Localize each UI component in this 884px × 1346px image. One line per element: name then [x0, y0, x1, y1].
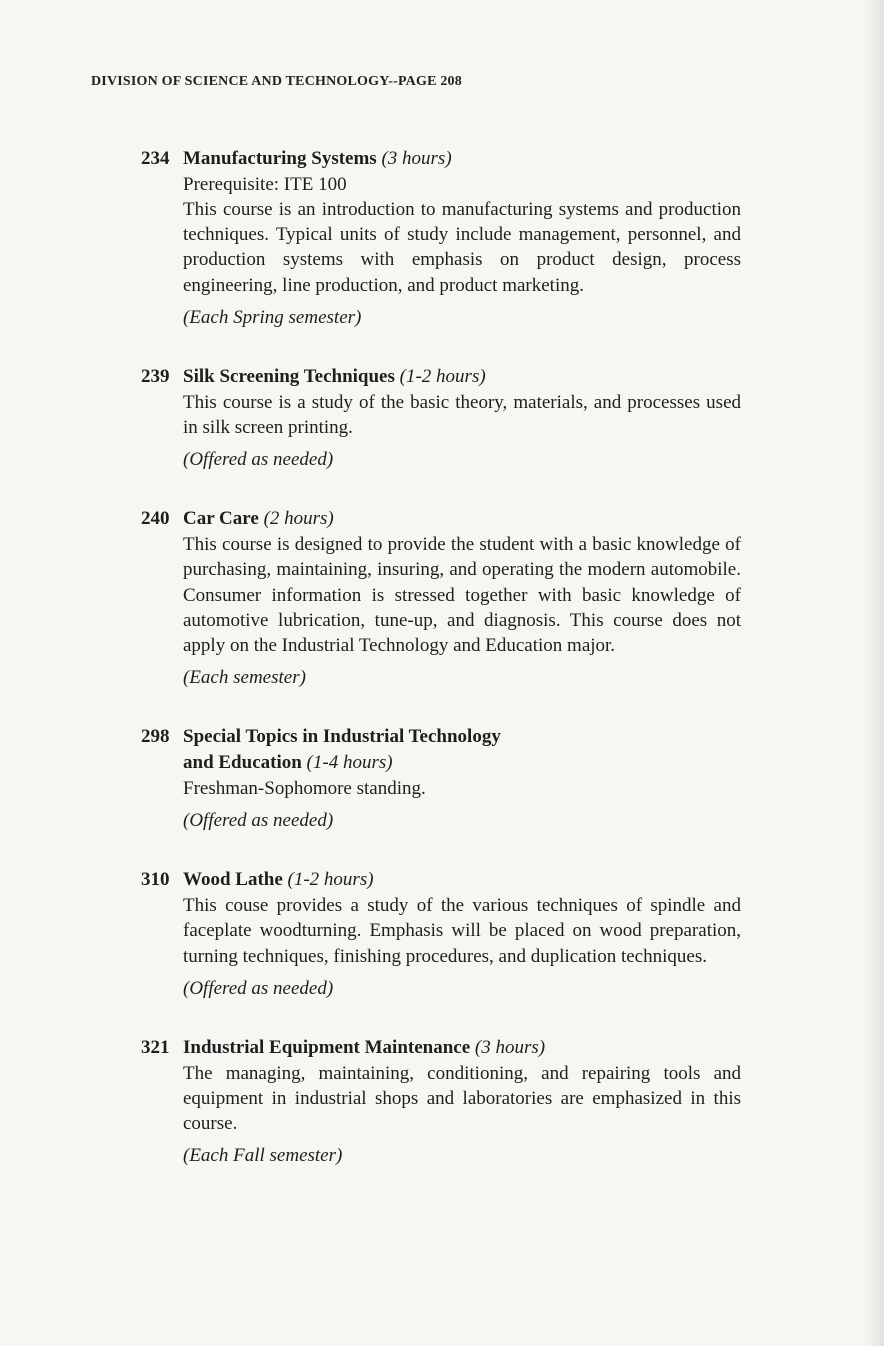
course-number: 310 — [141, 869, 170, 891]
course-offered: (Each Fall semester) — [183, 1145, 343, 1167]
course-offered: (Offered as needed) — [183, 977, 334, 999]
course-description: This course is an introduction to manufacturing systems and production techniques. Typical units of study include management, personnel, and production systems with emphasis on product design, process engineering, line production, and product marketing. — [183, 199, 741, 296]
course-offered: (Offered as needed) — [183, 449, 334, 471]
course-number: 239 — [141, 365, 170, 387]
course-hours: (1-2 hours) — [399, 365, 486, 387]
course-hours: (2 hours) — [263, 508, 334, 530]
course-number: 234 — [141, 148, 170, 169]
course-entry — [141, 1035, 741, 1170]
course-heading — [141, 506, 741, 532]
page-edge-shadow — [864, 0, 884, 1346]
course-description: This course is designed to provide the student with a basic knowledge of purchasing, maintaining, insuring, and operating the modern automobile. Consumer information is stressed together with basic knowledge of automotive lubrication, tune-up, and diagnosis. This course does not apply on the Industrial Technology and Education major. — [183, 534, 741, 657]
page-header: DIVISION OF SCIENCE AND TECHNOLOGY--PAGE 208 — [91, 74, 462, 89]
course-title: Car Care — [183, 508, 259, 530]
course-number: 240 — [141, 508, 170, 530]
course-hours: (3 hours) — [474, 1036, 546, 1058]
course-description: This couse provides a study of the various techniques of spindle and faceplate woodturning. Emphasis will be placed on wood preparation, turning techniques, finishing procedures, and duplication techniques. — [183, 895, 741, 967]
course-prerequisite: Prerequisite: ITE 100 — [183, 174, 347, 195]
course-hours: (3 hours) — [381, 148, 452, 169]
course-heading — [141, 146, 741, 172]
course-offered: (Offered as needed) — [183, 810, 334, 832]
course-heading — [141, 724, 741, 776]
course-entry — [141, 867, 741, 1002]
course-hours: (1-4 hours) — [306, 752, 393, 774]
course-heading — [141, 867, 741, 893]
course-entry — [141, 146, 741, 331]
course-entry — [141, 506, 741, 691]
course-heading — [141, 364, 741, 390]
course-number: 298 — [141, 726, 170, 748]
course-title-line2: and Education — [183, 752, 302, 774]
course-number: 321 — [141, 1036, 170, 1058]
course-offered: (Each Spring semester) — [183, 306, 362, 328]
course-entry — [141, 364, 741, 473]
course-description: This course is a study of the basic theory, materials, and processes used in silk screen printing. — [183, 391, 741, 439]
course-entry — [141, 724, 741, 834]
course-title: Industrial Equipment Maintenance — [183, 1036, 471, 1058]
course-hours: (1-2 hours) — [287, 869, 374, 891]
course-description: The managing, maintaining, conditioning, and repairing tools and equipment in industrial shops and laboratories are emphasized in this course. — [183, 1062, 741, 1135]
course-title: Wood Lathe — [183, 869, 283, 891]
course-heading — [141, 1035, 741, 1061]
course-offered: (Each semester) — [183, 667, 306, 689]
course-list — [141, 146, 741, 1202]
course-title: Silk Screening Techniques — [183, 365, 395, 387]
course-title: Manufacturing Systems — [183, 148, 377, 169]
course-title-line1: Special Topics in Industrial Technology — [183, 726, 501, 748]
course-prerequisite: Freshman-Sophomore standing. — [183, 778, 426, 800]
